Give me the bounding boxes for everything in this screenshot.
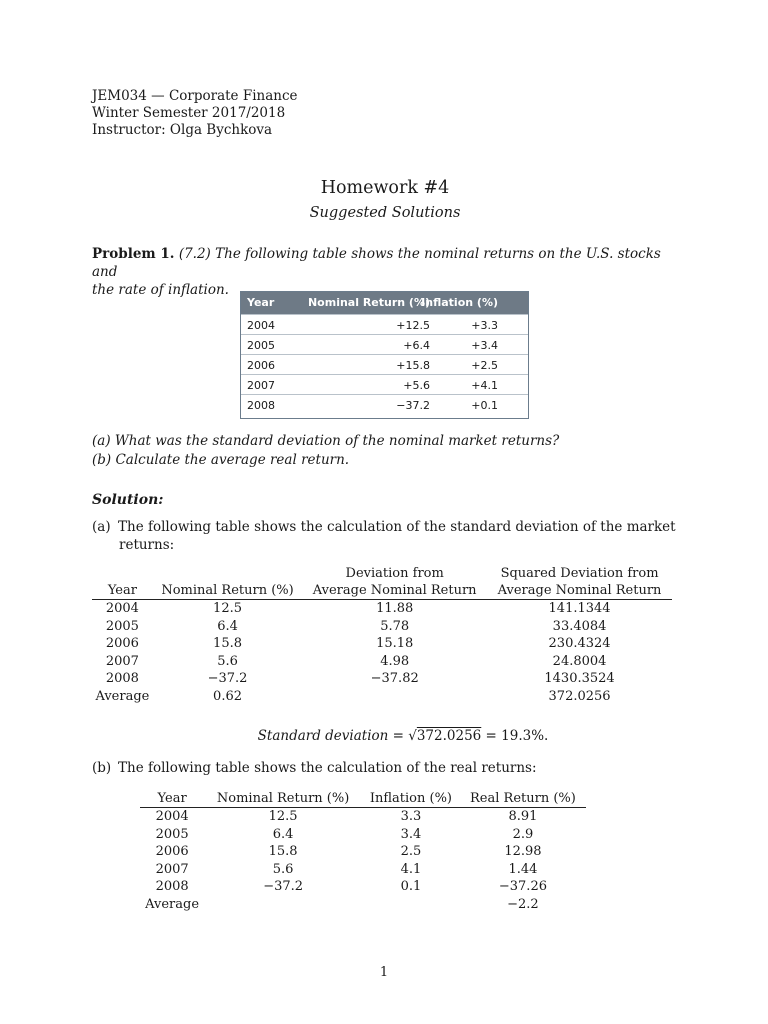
cell-inflation: +3.3 (471, 319, 498, 332)
table-row (92, 635, 672, 653)
table-row (241, 314, 528, 335)
table-cell: 0.1 (400, 879, 422, 895)
table-cell: 12.98 (504, 844, 542, 860)
table-cell: 5.6 (272, 861, 294, 877)
table-cell: 5.6 (217, 653, 238, 669)
solution-heading: Solution: (92, 492, 164, 508)
table-cell: 11.88 (376, 601, 414, 616)
table-cell: 4.1 (400, 861, 422, 877)
cell-year: 2006 (247, 359, 275, 372)
table-cell: 12.5 (268, 809, 298, 824)
table-cell: 5.78 (380, 618, 410, 634)
table-cell: Average (95, 688, 150, 704)
textbook-table-header (241, 292, 528, 314)
table-row (140, 826, 586, 844)
table-cell: 2006 (155, 844, 189, 860)
cell-nominal: −37.2 (396, 399, 430, 412)
std-dev-equation (0, 728, 768, 744)
table-cell: −37.2 (207, 671, 248, 687)
problem-text-line2: the rate of inflation. (92, 282, 229, 298)
cell-year: 2004 (247, 319, 275, 332)
equation-left: Standard deviation (257, 728, 389, 744)
table-cell: 6.4 (217, 618, 238, 634)
header-cell (153, 565, 302, 582)
question-a: (a) What was the standard deviation of the nominal market returns? (92, 433, 560, 449)
cell-inflation: +0.1 (471, 399, 498, 412)
table-row (241, 394, 528, 415)
header-cell: Real Return (%) (460, 790, 586, 808)
part-a-line1: The following table shows the calculation of the standard deviation of the market (118, 519, 676, 535)
header-nominal-return: Nominal Return (%) (307, 296, 430, 309)
problem-ref: (7.2) (178, 246, 211, 262)
table-cell: Average (145, 896, 200, 912)
table-cell: 2004 (155, 809, 189, 824)
document-subtitle: Suggested Solutions (309, 205, 461, 221)
cell-nominal: +6.4 (403, 339, 430, 352)
table-row (241, 354, 528, 375)
header-cell: Inflation (%) (362, 790, 460, 808)
problem-text-line1: The following table shows the nominal returns on the U.S. stocks and (92, 246, 661, 280)
table-cell: 230.4324 (548, 636, 611, 652)
header-year: Year (247, 296, 275, 309)
table-cell: −37.2 (263, 879, 304, 895)
table-cell: 141.1344 (548, 601, 611, 616)
cell-year: 2007 (247, 379, 275, 392)
questions (92, 432, 559, 470)
real-returns-table (140, 790, 586, 914)
table-row (92, 653, 672, 671)
table-cell: 3.4 (400, 826, 422, 842)
table-row (140, 808, 586, 826)
page-number: 1 (379, 965, 389, 980)
part-b-text (92, 760, 537, 776)
header-inflation: Inflation (%) (421, 296, 498, 309)
header-cell: Average Nominal Return (487, 582, 672, 600)
table-cell (204, 896, 362, 914)
table-cell: 2008 (105, 671, 139, 687)
table-cell: 1430.3524 (544, 671, 615, 687)
table-cell: 2005 (105, 618, 139, 634)
table-cell: −37.26 (498, 879, 547, 895)
table-cell: 1.44 (508, 861, 538, 877)
question-b: (b) Calculate the average real return. (92, 452, 350, 468)
cell-inflation: +3.4 (471, 339, 498, 352)
cell-nominal: +12.5 (396, 319, 430, 332)
table-cell: 372.0256 (548, 688, 611, 704)
textbook-table (240, 291, 529, 419)
table-cell: 2007 (155, 861, 189, 877)
header-cell (92, 565, 153, 582)
cell-nominal: +15.8 (396, 359, 430, 372)
equation-right: = 19.3%. (481, 728, 549, 744)
std-dev-table (92, 565, 672, 706)
table-row-average (92, 688, 672, 706)
table-cell: 2005 (155, 826, 189, 842)
table-cell: 6.4 (272, 826, 294, 842)
table-cell: −37.82 (370, 671, 419, 687)
table-cell: 12.5 (213, 601, 242, 616)
table-cell: 24.8004 (552, 653, 607, 669)
table-cell: 33.4084 (552, 618, 607, 634)
course-header (92, 88, 298, 139)
equation-equals: = √ (388, 728, 417, 744)
table-cell: 2007 (105, 653, 139, 669)
table-cell (362, 896, 460, 914)
table-row (92, 670, 672, 688)
header-cell: Squared Deviation from (500, 566, 659, 581)
header-cell: Year (140, 790, 204, 808)
table-cell: 15.8 (213, 636, 242, 652)
header-cell: Nominal Return (%) (204, 790, 362, 808)
semester: Winter Semester 2017/2018 (92, 105, 286, 121)
cell-inflation: +2.5 (471, 359, 498, 372)
table-cell: 2008 (155, 879, 189, 895)
table-cell: 2004 (105, 601, 139, 616)
table-cell: 2006 (105, 636, 139, 652)
table-row (92, 600, 672, 618)
cell-year: 2005 (247, 339, 275, 352)
cell-nominal: +5.6 (403, 379, 430, 392)
header-cell: Average Nominal Return (302, 582, 487, 600)
equation-radicand: 372.0256 (416, 728, 482, 744)
instructor: Instructor: Olga Bychkova (92, 122, 273, 138)
table-cell (302, 688, 487, 706)
cell-inflation: +4.1 (471, 379, 498, 392)
part-a-label: (a) (92, 519, 111, 535)
table-row (92, 618, 672, 636)
table-cell: 4.98 (380, 653, 410, 669)
course-name: JEM034 — Corporate Finance (92, 88, 298, 104)
table-row (140, 878, 586, 896)
table-cell: 15.8 (268, 844, 298, 860)
table-row (140, 843, 586, 861)
table-cell: 2.5 (400, 844, 422, 860)
table-cell: −2.2 (507, 896, 539, 912)
table-cell: 0.62 (213, 688, 242, 704)
table-cell: 15.18 (376, 636, 414, 652)
header-cell: Deviation from (345, 566, 444, 581)
table-row-average (140, 896, 586, 914)
cell-year: 2008 (247, 399, 275, 412)
problem-label: Problem 1. (92, 246, 175, 262)
part-a-text (92, 518, 688, 554)
part-b-label: (b) (92, 760, 112, 776)
table-row (241, 374, 528, 395)
table-cell: 2.9 (512, 826, 534, 842)
part-b-line: The following table shows the calculation of the real returns: (118, 760, 537, 776)
table-row (241, 334, 528, 355)
part-a-line2: returns: (119, 537, 175, 553)
header-cell: Nominal Return (%) (153, 582, 302, 600)
table-cell: 8.91 (508, 809, 538, 824)
table-cell: 3.3 (400, 809, 422, 824)
header-cell: Year (92, 582, 153, 600)
document-title: Homework #4 (320, 178, 450, 198)
table-row (140, 861, 586, 879)
